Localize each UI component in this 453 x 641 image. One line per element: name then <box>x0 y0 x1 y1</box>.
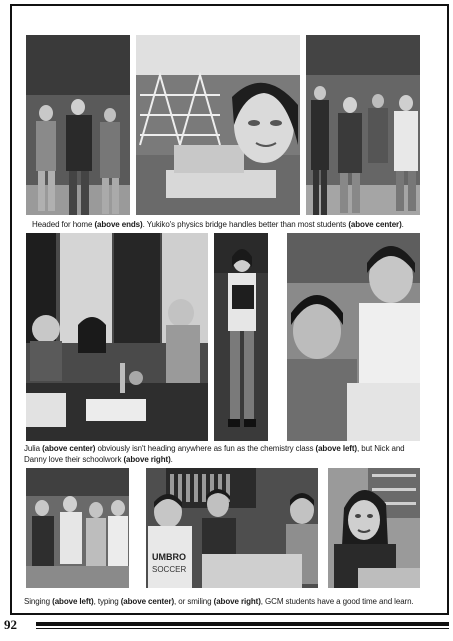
photo-typing <box>146 468 318 588</box>
photo-singing <box>26 468 129 588</box>
caption-row-1: Headed for home (above ends). Yukiko's physics bridge handles better than most students (above center). <box>32 220 404 229</box>
page-number: 92 <box>4 617 17 632</box>
photo-smiling <box>328 468 420 588</box>
shirt-text-line-2: SOCCER <box>152 565 187 574</box>
photo-nick-and-danny <box>287 233 420 441</box>
caption-row-2-line-2: Danny love their schoolwork (above right). <box>24 455 173 464</box>
photo-students-walking-right <box>306 35 420 215</box>
shirt-text-line-1: UMBRO <box>152 552 186 562</box>
footer-rule-thick <box>36 622 449 626</box>
photo-students-walking-left <box>26 35 130 215</box>
photo-chemistry-class <box>26 233 208 441</box>
caption-row-2-line-1: Julia (above center) obviously isn't heading anywhere as fun as the chemistry class (above left), but Nick and <box>24 444 405 453</box>
caption-row-3: Singing (above left), typing (above center), or smiling (above right), GCM students have a good time and learn. <box>24 597 414 606</box>
footer-rule-thin <box>36 628 449 629</box>
photo-physics-bridge <box>136 35 300 215</box>
photo-julia <box>214 233 268 441</box>
